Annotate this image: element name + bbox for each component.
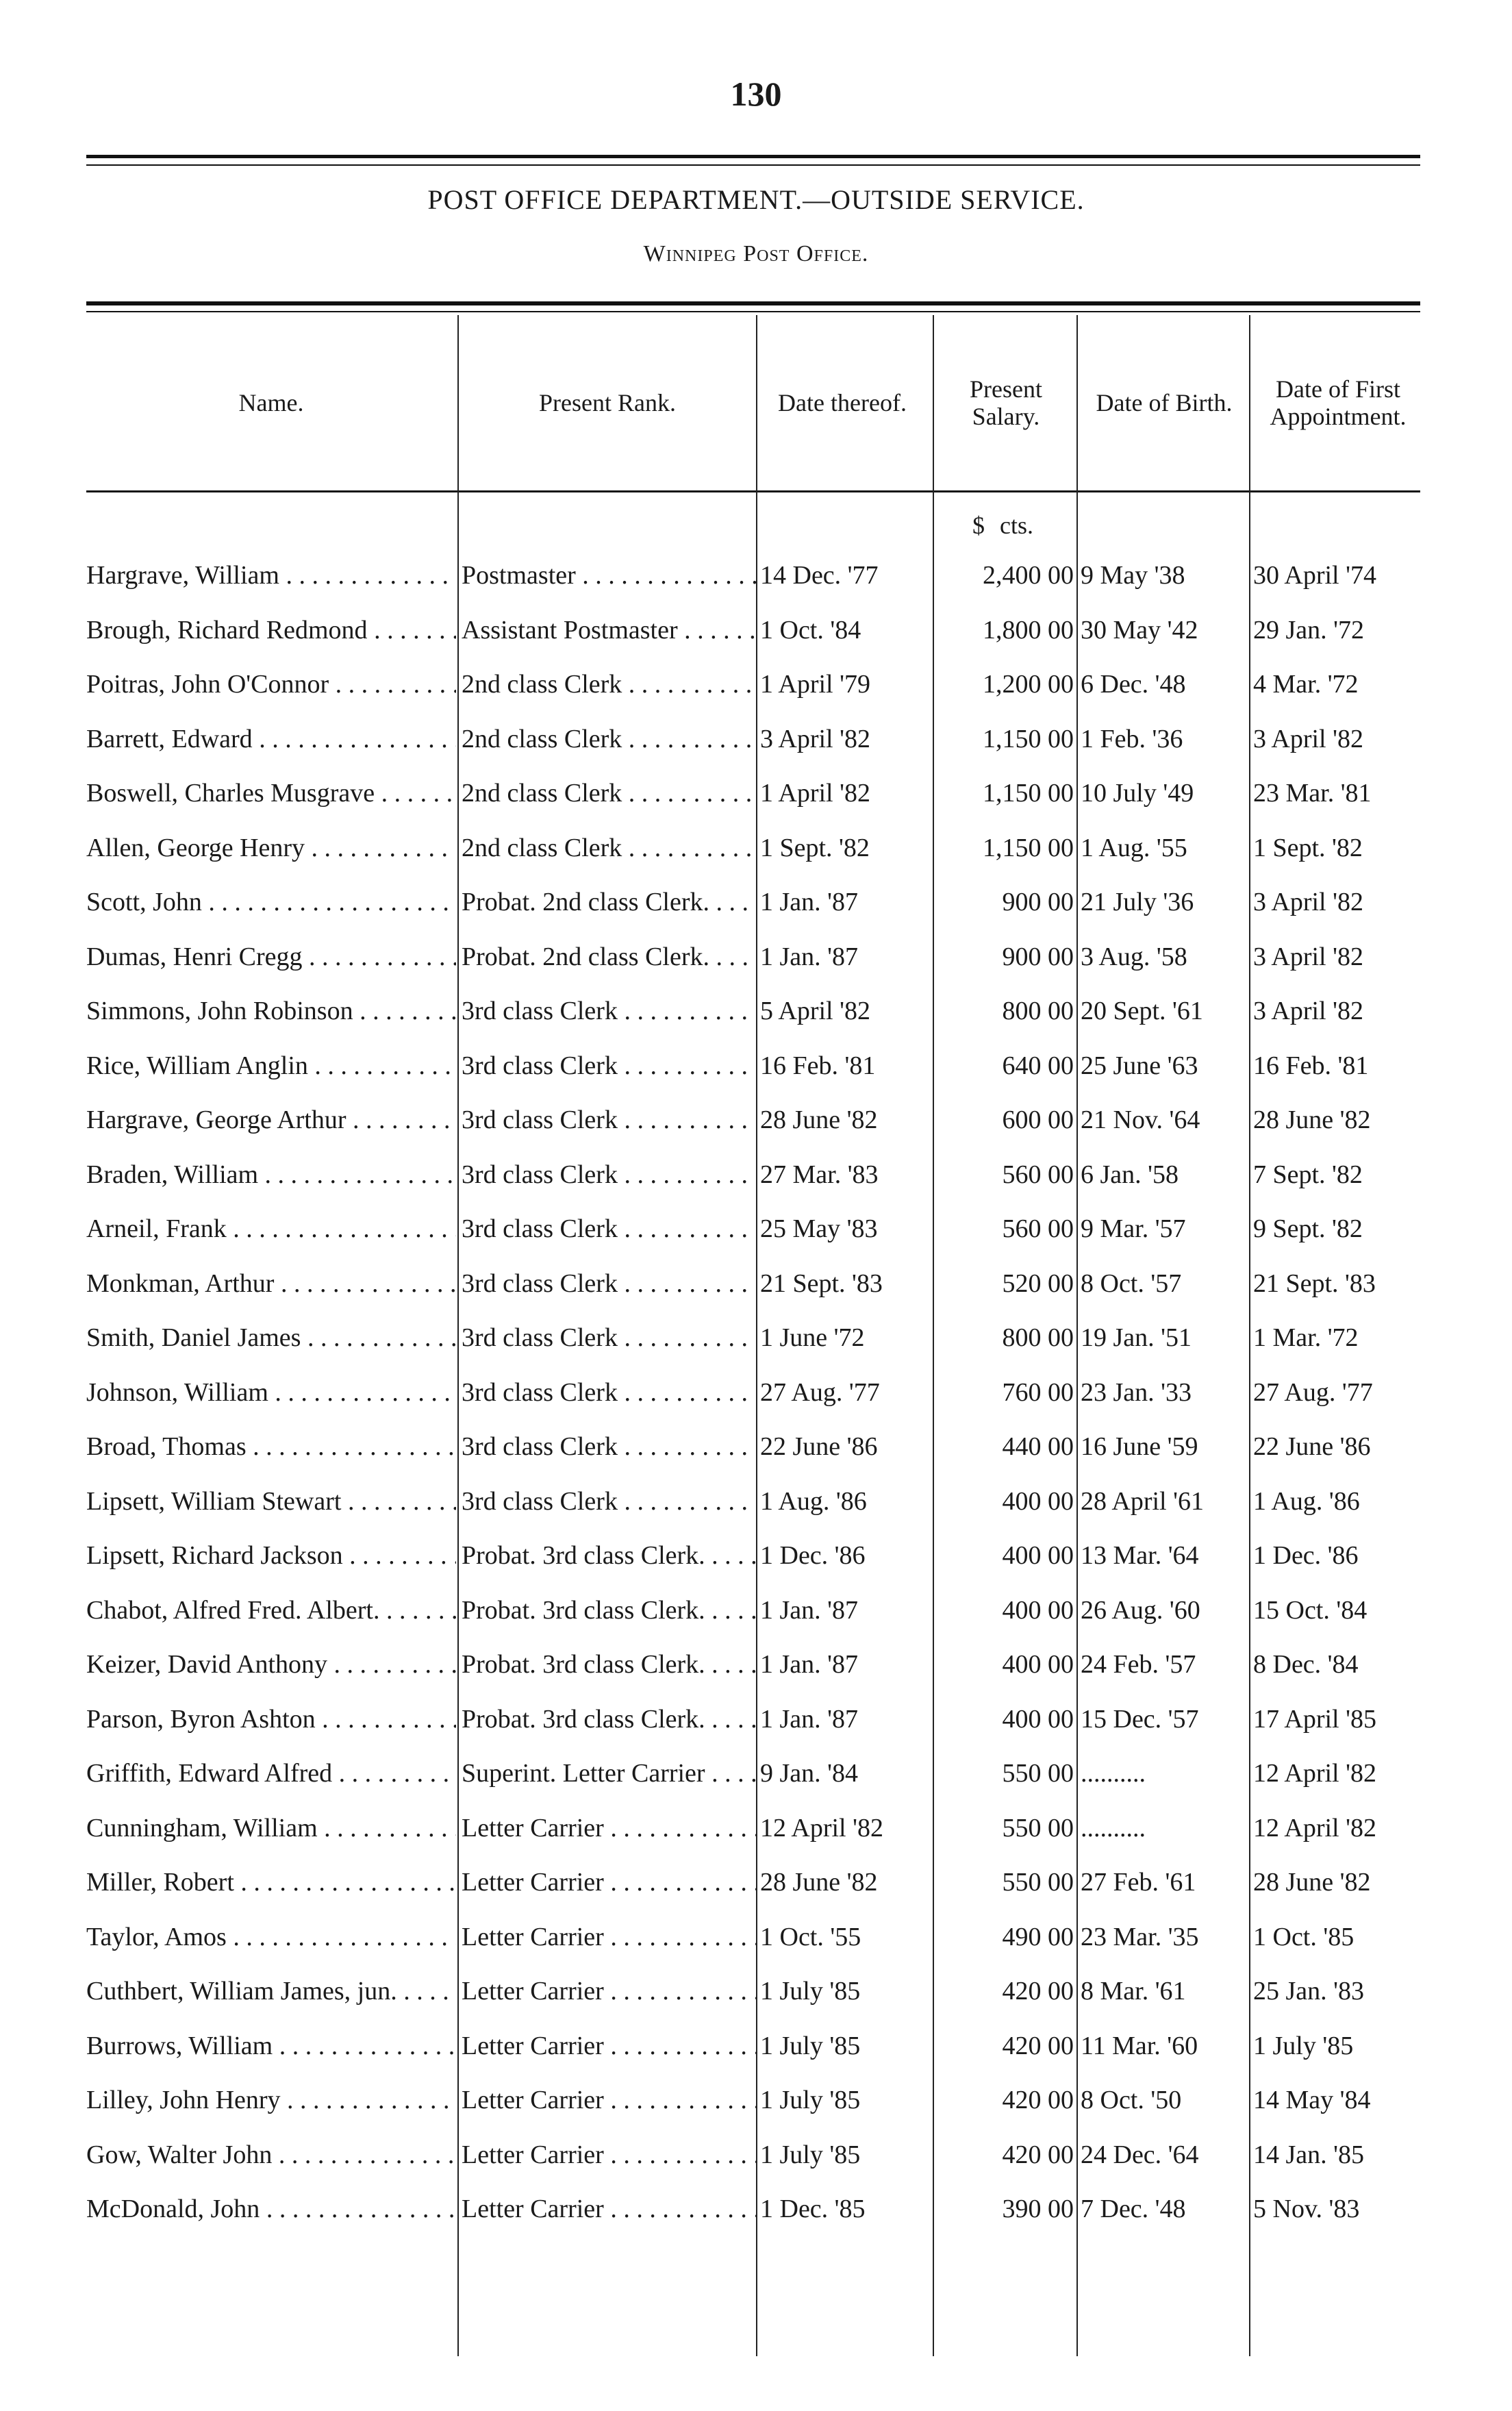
row-rank: Letter Carrier . . . — [462, 2127, 756, 2182]
table-row — [0, 929, 1512, 984]
row-date: 1 Oct. '55 — [760, 1922, 861, 1951]
row-salary: 560 00 — [1002, 1160, 1074, 1189]
row-name: Cunningham, William . . . — [86, 1801, 456, 1856]
row-rank: 3rd class Clerk . . . — [462, 1310, 756, 1365]
row-first-appointment: 27 Aug. '77 — [1253, 1377, 1373, 1407]
row-date: 27 Aug. '77 — [760, 1377, 880, 1407]
row-date: 1 July '85 — [760, 1977, 861, 2006]
row-rank: 2nd class Clerk . . . — [462, 657, 756, 712]
row-birth: 15 Dec. '57 — [1081, 1704, 1199, 1734]
row-first-appointment: 3 April '82 — [1253, 997, 1363, 1025]
table-row — [0, 1256, 1512, 1311]
row-birth: 11 Mar. '60 — [1081, 2031, 1198, 2060]
row-first-appointment: 1 Sept. '82 — [1253, 833, 1363, 862]
row-date: 1 Jan. '87 — [760, 1650, 859, 1679]
row-first-appointment: 8 Dec. '84 — [1253, 1650, 1359, 1679]
row-date: 9 Jan. '84 — [760, 1759, 859, 1788]
top-rule-thin — [86, 164, 1420, 166]
row-first-appointment: 22 June '86 — [1253, 1432, 1371, 1461]
row-birth: 10 July '49 — [1081, 779, 1194, 808]
row-salary: 520 00 — [1002, 1269, 1074, 1298]
row-rank: Letter Carrier . . . — [462, 2182, 756, 2236]
table-row — [0, 984, 1512, 1038]
row-first-appointment: 12 April '82 — [1253, 1759, 1376, 1788]
row-name: McDonald, John . . . — [86, 2182, 456, 2236]
table-row — [0, 1528, 1512, 1583]
row-rank: 3rd class Clerk . . . — [462, 984, 756, 1038]
row-date: 14 Dec. '77 — [760, 561, 879, 590]
header-salary: Present Salary. — [970, 375, 1042, 430]
row-date: 21 Sept. '83 — [760, 1269, 883, 1298]
row-salary: 550 00 — [1002, 1759, 1074, 1788]
row-name: Parson, Byron Ashton . . . — [86, 1692, 456, 1747]
row-name: Taylor, Amos . . . — [86, 1910, 456, 1964]
row-first-appointment: 28 June '82 — [1253, 1868, 1371, 1897]
table-row — [0, 548, 1512, 603]
row-rank: Letter Carrier . . . — [462, 2019, 756, 2073]
table-row — [0, 603, 1512, 658]
row-name: Allen, George Henry . . . — [86, 821, 456, 875]
row-rank: Probat. 3rd class Clerk. . . . — [462, 1583, 756, 1638]
table-top-rule — [86, 301, 1420, 305]
row-rank: Letter Carrier . . . — [462, 1855, 756, 1910]
row-rank: Assistant Postmaster . . . — [462, 603, 756, 658]
row-first-appointment: 16 Feb. '81 — [1253, 1051, 1369, 1080]
row-birth: 8 Mar. '61 — [1081, 1977, 1186, 2006]
row-birth: 1 Feb. '36 — [1081, 724, 1183, 753]
row-birth: 6 Dec. '48 — [1081, 670, 1186, 699]
row-birth: 19 Jan. '51 — [1081, 1323, 1192, 1352]
row-salary: 800 00 — [1002, 997, 1074, 1025]
row-name: Chabot, Alfred Fred. Albert. . . . — [86, 1583, 456, 1638]
table-row — [0, 1092, 1512, 1147]
row-rank: Letter Carrier . . . — [462, 1964, 756, 2019]
table-row — [0, 1474, 1512, 1529]
row-rank: Letter Carrier . . . — [462, 1801, 756, 1856]
row-name: Boswell, Charles Musgrave . . . — [86, 766, 456, 821]
row-rank: 3rd class Clerk . . . — [462, 1147, 756, 1202]
row-date: 1 Oct. '84 — [760, 615, 861, 645]
row-first-appointment: 25 Jan. '83 — [1253, 1977, 1365, 2006]
row-rank: Probat. 2nd class Clerk. . . . — [462, 875, 756, 929]
row-date: 1 Sept. '82 — [760, 833, 870, 862]
row-birth: 9 May '38 — [1081, 561, 1185, 590]
row-birth: 24 Dec. '64 — [1081, 2140, 1199, 2169]
table-row — [0, 875, 1512, 929]
table-row — [0, 1964, 1512, 2019]
units-cents: cts. — [1000, 512, 1033, 539]
header-birth: Date of Birth. — [1096, 389, 1233, 416]
row-date: 3 April '82 — [760, 724, 870, 753]
row-birth: 8 Oct. '57 — [1081, 1269, 1182, 1298]
row-date: 27 Mar. '83 — [760, 1160, 879, 1189]
row-name: Simmons, John Robinson . . . — [86, 984, 456, 1038]
row-rank: 3rd class Clerk . . . — [462, 1256, 756, 1311]
row-birth: 6 Jan. '58 — [1081, 1160, 1179, 1189]
row-rank: Letter Carrier . . . — [462, 1910, 756, 1964]
row-rank: Probat. 3rd class Clerk. . . . — [462, 1692, 756, 1747]
row-date: 12 April '82 — [760, 1813, 883, 1842]
table-row — [0, 1038, 1512, 1093]
row-date: 1 July '85 — [760, 2140, 861, 2169]
row-birth: 8 Oct. '50 — [1081, 2086, 1182, 2114]
row-name: Cuthbert, William James, jun. . . . — [86, 1964, 456, 2019]
row-first-appointment: 1 Mar. '72 — [1253, 1323, 1359, 1352]
row-name: Griffith, Edward Alfred . . . — [86, 1746, 456, 1801]
row-date: 1 April '79 — [760, 670, 870, 699]
row-birth: 20 Sept. '61 — [1081, 997, 1203, 1025]
table-row — [0, 1692, 1512, 1747]
table-row — [0, 2073, 1512, 2127]
row-birth: 13 Mar. '64 — [1081, 1541, 1199, 1570]
row-birth: 3 Aug. '58 — [1081, 942, 1187, 971]
row-salary: 560 00 — [1002, 1214, 1074, 1243]
row-first-appointment: 1 Oct. '85 — [1253, 1922, 1354, 1951]
row-salary: 600 00 — [1002, 1105, 1074, 1134]
row-name: Broad, Thomas . . . — [86, 1419, 456, 1474]
row-rank: 3rd class Clerk . . . — [462, 1419, 756, 1474]
row-birth: 21 Nov. '64 — [1081, 1105, 1200, 1134]
row-salary: 420 00 — [1002, 1977, 1074, 2006]
row-birth: 16 June '59 — [1081, 1432, 1198, 1461]
row-birth: 26 Aug. '60 — [1081, 1595, 1200, 1625]
row-date: 25 May '83 — [760, 1214, 878, 1243]
table-top-rule-thin — [86, 311, 1420, 312]
table-row — [0, 1310, 1512, 1365]
row-date: 1 Dec. '86 — [760, 1541, 866, 1570]
row-first-appointment: 3 April '82 — [1253, 942, 1363, 971]
row-rank: 3rd class Clerk . . . — [462, 1201, 756, 1256]
row-first-appointment: 1 Dec. '86 — [1253, 1541, 1359, 1570]
row-date: 28 June '82 — [760, 1105, 878, 1134]
row-date: 5 April '82 — [760, 997, 870, 1025]
row-name: Lipsett, William Stewart . . . — [86, 1474, 456, 1529]
row-salary: 900 00 — [1002, 888, 1074, 916]
row-birth: 9 Mar. '57 — [1081, 1214, 1186, 1243]
row-first-appointment: 7 Sept. '82 — [1253, 1160, 1363, 1189]
row-date: 1 Jan. '87 — [760, 942, 859, 971]
row-first-appointment: 17 April '85 — [1253, 1704, 1376, 1734]
row-birth: 7 Dec. '48 — [1081, 2195, 1186, 2223]
table-row — [0, 1801, 1512, 1856]
row-salary: 400 00 — [1002, 1650, 1074, 1679]
table-row — [0, 657, 1512, 712]
row-salary: 420 00 — [1002, 2086, 1074, 2114]
row-name: Scott, John . . . — [86, 875, 456, 929]
header-name: Name. — [238, 389, 304, 416]
table-row — [0, 1419, 1512, 1474]
row-date: 1 July '85 — [760, 2031, 861, 2060]
header-first-appointment: Date of First Appointment. — [1270, 375, 1407, 430]
row-birth: 1 Aug. '55 — [1081, 833, 1187, 862]
row-name: Lipsett, Richard Jackson . . . — [86, 1528, 456, 1583]
row-first-appointment: 14 Jan. '85 — [1253, 2140, 1365, 2169]
row-salary: 390 00 — [1002, 2195, 1074, 2223]
row-birth: 23 Mar. '35 — [1081, 1922, 1199, 1951]
table-row — [0, 1583, 1512, 1638]
table-row — [0, 821, 1512, 875]
row-first-appointment: 28 June '82 — [1253, 1105, 1371, 1134]
row-salary: 900 00 — [1002, 942, 1074, 971]
row-salary: 550 00 — [1002, 1813, 1074, 1842]
row-rank: 3rd class Clerk . . . — [462, 1365, 756, 1420]
row-salary: 640 00 — [1002, 1051, 1074, 1080]
row-name: Lilley, John Henry . . . — [86, 2073, 456, 2127]
table-row — [0, 712, 1512, 766]
header-rank: Present Rank. — [539, 389, 676, 416]
table-row — [0, 2182, 1512, 2236]
row-birth: .......... — [1081, 1759, 1146, 1788]
row-date: 1 April '82 — [760, 779, 870, 808]
row-birth: 28 April '61 — [1081, 1486, 1204, 1516]
row-rank: Postmaster . . . — [462, 548, 756, 603]
table-row — [0, 1365, 1512, 1420]
row-birth: 25 June '63 — [1081, 1051, 1198, 1080]
row-salary: 550 00 — [1002, 1868, 1074, 1897]
row-date: 1 Aug. '86 — [760, 1486, 867, 1516]
row-rank: 3rd class Clerk . . . — [462, 1092, 756, 1147]
row-name: Monkman, Arthur . . . — [86, 1256, 456, 1311]
header-date: Date thereof. — [778, 389, 907, 416]
row-salary: 1,150 00 — [983, 833, 1074, 862]
row-salary: 2,400 00 — [983, 561, 1074, 590]
row-name: Hargrave, George Arthur . . . — [86, 1092, 456, 1147]
row-name: Keizer, David Anthony . . . — [86, 1637, 456, 1692]
row-name: Rice, William Anglin . . . — [86, 1038, 456, 1093]
row-salary: 420 00 — [1002, 2140, 1074, 2169]
row-name: Braden, William . . . — [86, 1147, 456, 1202]
row-salary: 1,800 00 — [983, 615, 1074, 645]
row-salary: 760 00 — [1002, 1377, 1074, 1407]
row-birth: 21 July '36 — [1081, 888, 1194, 916]
row-salary: 490 00 — [1002, 1922, 1074, 1951]
row-name: Dumas, Henri Cregg . . . — [86, 929, 456, 984]
row-date: 1 June '72 — [760, 1323, 865, 1352]
row-name: Smith, Daniel James . . . — [86, 1310, 456, 1365]
row-salary: 400 00 — [1002, 1704, 1074, 1734]
table-row — [0, 2019, 1512, 2073]
row-first-appointment: 23 Mar. '81 — [1253, 779, 1372, 808]
table-row — [0, 1201, 1512, 1256]
row-name: Johnson, William . . . — [86, 1365, 456, 1420]
table-row — [0, 2127, 1512, 2182]
row-date: 28 June '82 — [760, 1868, 878, 1897]
row-date: 1 Dec. '85 — [760, 2195, 866, 2223]
row-first-appointment: 1 July '85 — [1253, 2031, 1354, 2060]
row-date: 1 Jan. '87 — [760, 1595, 859, 1625]
row-rank: 3rd class Clerk . . . — [462, 1474, 756, 1529]
row-first-appointment: 21 Sept. '83 — [1253, 1269, 1376, 1298]
row-salary: 1,200 00 — [983, 670, 1074, 699]
row-first-appointment: 29 Jan. '72 — [1253, 615, 1365, 645]
header-bottom-rule — [86, 490, 1420, 492]
row-name: Burrows, William . . . — [86, 2019, 456, 2073]
row-birth: 30 May '42 — [1081, 615, 1198, 645]
row-rank: 2nd class Clerk . . . — [462, 821, 756, 875]
row-rank: Letter Carrier . . . — [462, 2073, 756, 2127]
top-rule — [86, 155, 1420, 158]
row-birth: .......... — [1081, 1813, 1146, 1842]
row-first-appointment: 3 April '82 — [1253, 724, 1363, 753]
row-first-appointment: 9 Sept. '82 — [1253, 1214, 1363, 1243]
row-rank: 3rd class Clerk . . . — [462, 1038, 756, 1093]
row-rank: Probat. 3rd class Clerk. . . . — [462, 1528, 756, 1583]
row-name: Barrett, Edward . . . — [86, 712, 456, 766]
row-salary: 800 00 — [1002, 1323, 1074, 1352]
row-first-appointment: 12 April '82 — [1253, 1813, 1376, 1842]
row-salary: 400 00 — [1002, 1486, 1074, 1516]
page-number: 130 — [730, 75, 782, 113]
units-dollars: $ — [972, 512, 985, 539]
row-birth: 27 Feb. '61 — [1081, 1868, 1196, 1897]
table-row — [0, 1147, 1512, 1202]
row-rank: Superint. Letter Carrier . . . — [462, 1746, 756, 1801]
row-first-appointment: 30 April '74 — [1253, 561, 1376, 590]
table-row — [0, 766, 1512, 821]
table-row — [0, 1637, 1512, 1692]
row-salary: 400 00 — [1002, 1595, 1074, 1625]
row-birth: 24 Feb. '57 — [1081, 1650, 1196, 1679]
row-name: Poitras, John O'Connor . . . — [86, 657, 456, 712]
row-salary: 1,150 00 — [983, 779, 1074, 808]
row-first-appointment: 14 May '84 — [1253, 2086, 1371, 2114]
row-name: Brough, Richard Redmond . . . — [86, 603, 456, 658]
row-date: 1 July '85 — [760, 2086, 861, 2114]
row-rank: Probat. 3rd class Clerk. . . . — [462, 1637, 756, 1692]
table-row — [0, 1746, 1512, 1801]
row-date: 16 Feb. '81 — [760, 1051, 876, 1080]
table-row — [0, 1910, 1512, 1964]
row-salary: 1,150 00 — [983, 724, 1074, 753]
row-first-appointment: 4 Mar. '72 — [1253, 670, 1359, 699]
row-first-appointment: 15 Oct. '84 — [1253, 1595, 1368, 1625]
row-first-appointment: 3 April '82 — [1253, 888, 1363, 916]
row-name: Gow, Walter John . . . — [86, 2127, 456, 2182]
row-name: Hargrave, William . . . — [86, 548, 456, 603]
row-rank: 2nd class Clerk . . . — [462, 712, 756, 766]
row-salary: 420 00 — [1002, 2031, 1074, 2060]
office-title: Winnipeg Post Office. — [643, 241, 869, 266]
row-date: 22 June '86 — [760, 1432, 878, 1461]
row-date: 1 Jan. '87 — [760, 888, 859, 916]
row-salary: 400 00 — [1002, 1541, 1074, 1570]
row-name: Miller, Robert . . . — [86, 1855, 456, 1910]
department-title: POST OFFICE DEPARTMENT.—OUTSIDE SERVICE. — [427, 184, 1085, 215]
row-rank: Probat. 2nd class Clerk. . . . — [462, 929, 756, 984]
row-salary: 440 00 — [1002, 1432, 1074, 1461]
row-rank: 2nd class Clerk . . . — [462, 766, 756, 821]
row-first-appointment: 5 Nov. '83 — [1253, 2195, 1360, 2223]
row-date: 1 Jan. '87 — [760, 1704, 859, 1734]
table-row — [0, 1855, 1512, 1910]
row-first-appointment: 1 Aug. '86 — [1253, 1486, 1360, 1516]
row-birth: 23 Jan. '33 — [1081, 1377, 1192, 1407]
row-name: Arneil, Frank . . . — [86, 1201, 456, 1256]
